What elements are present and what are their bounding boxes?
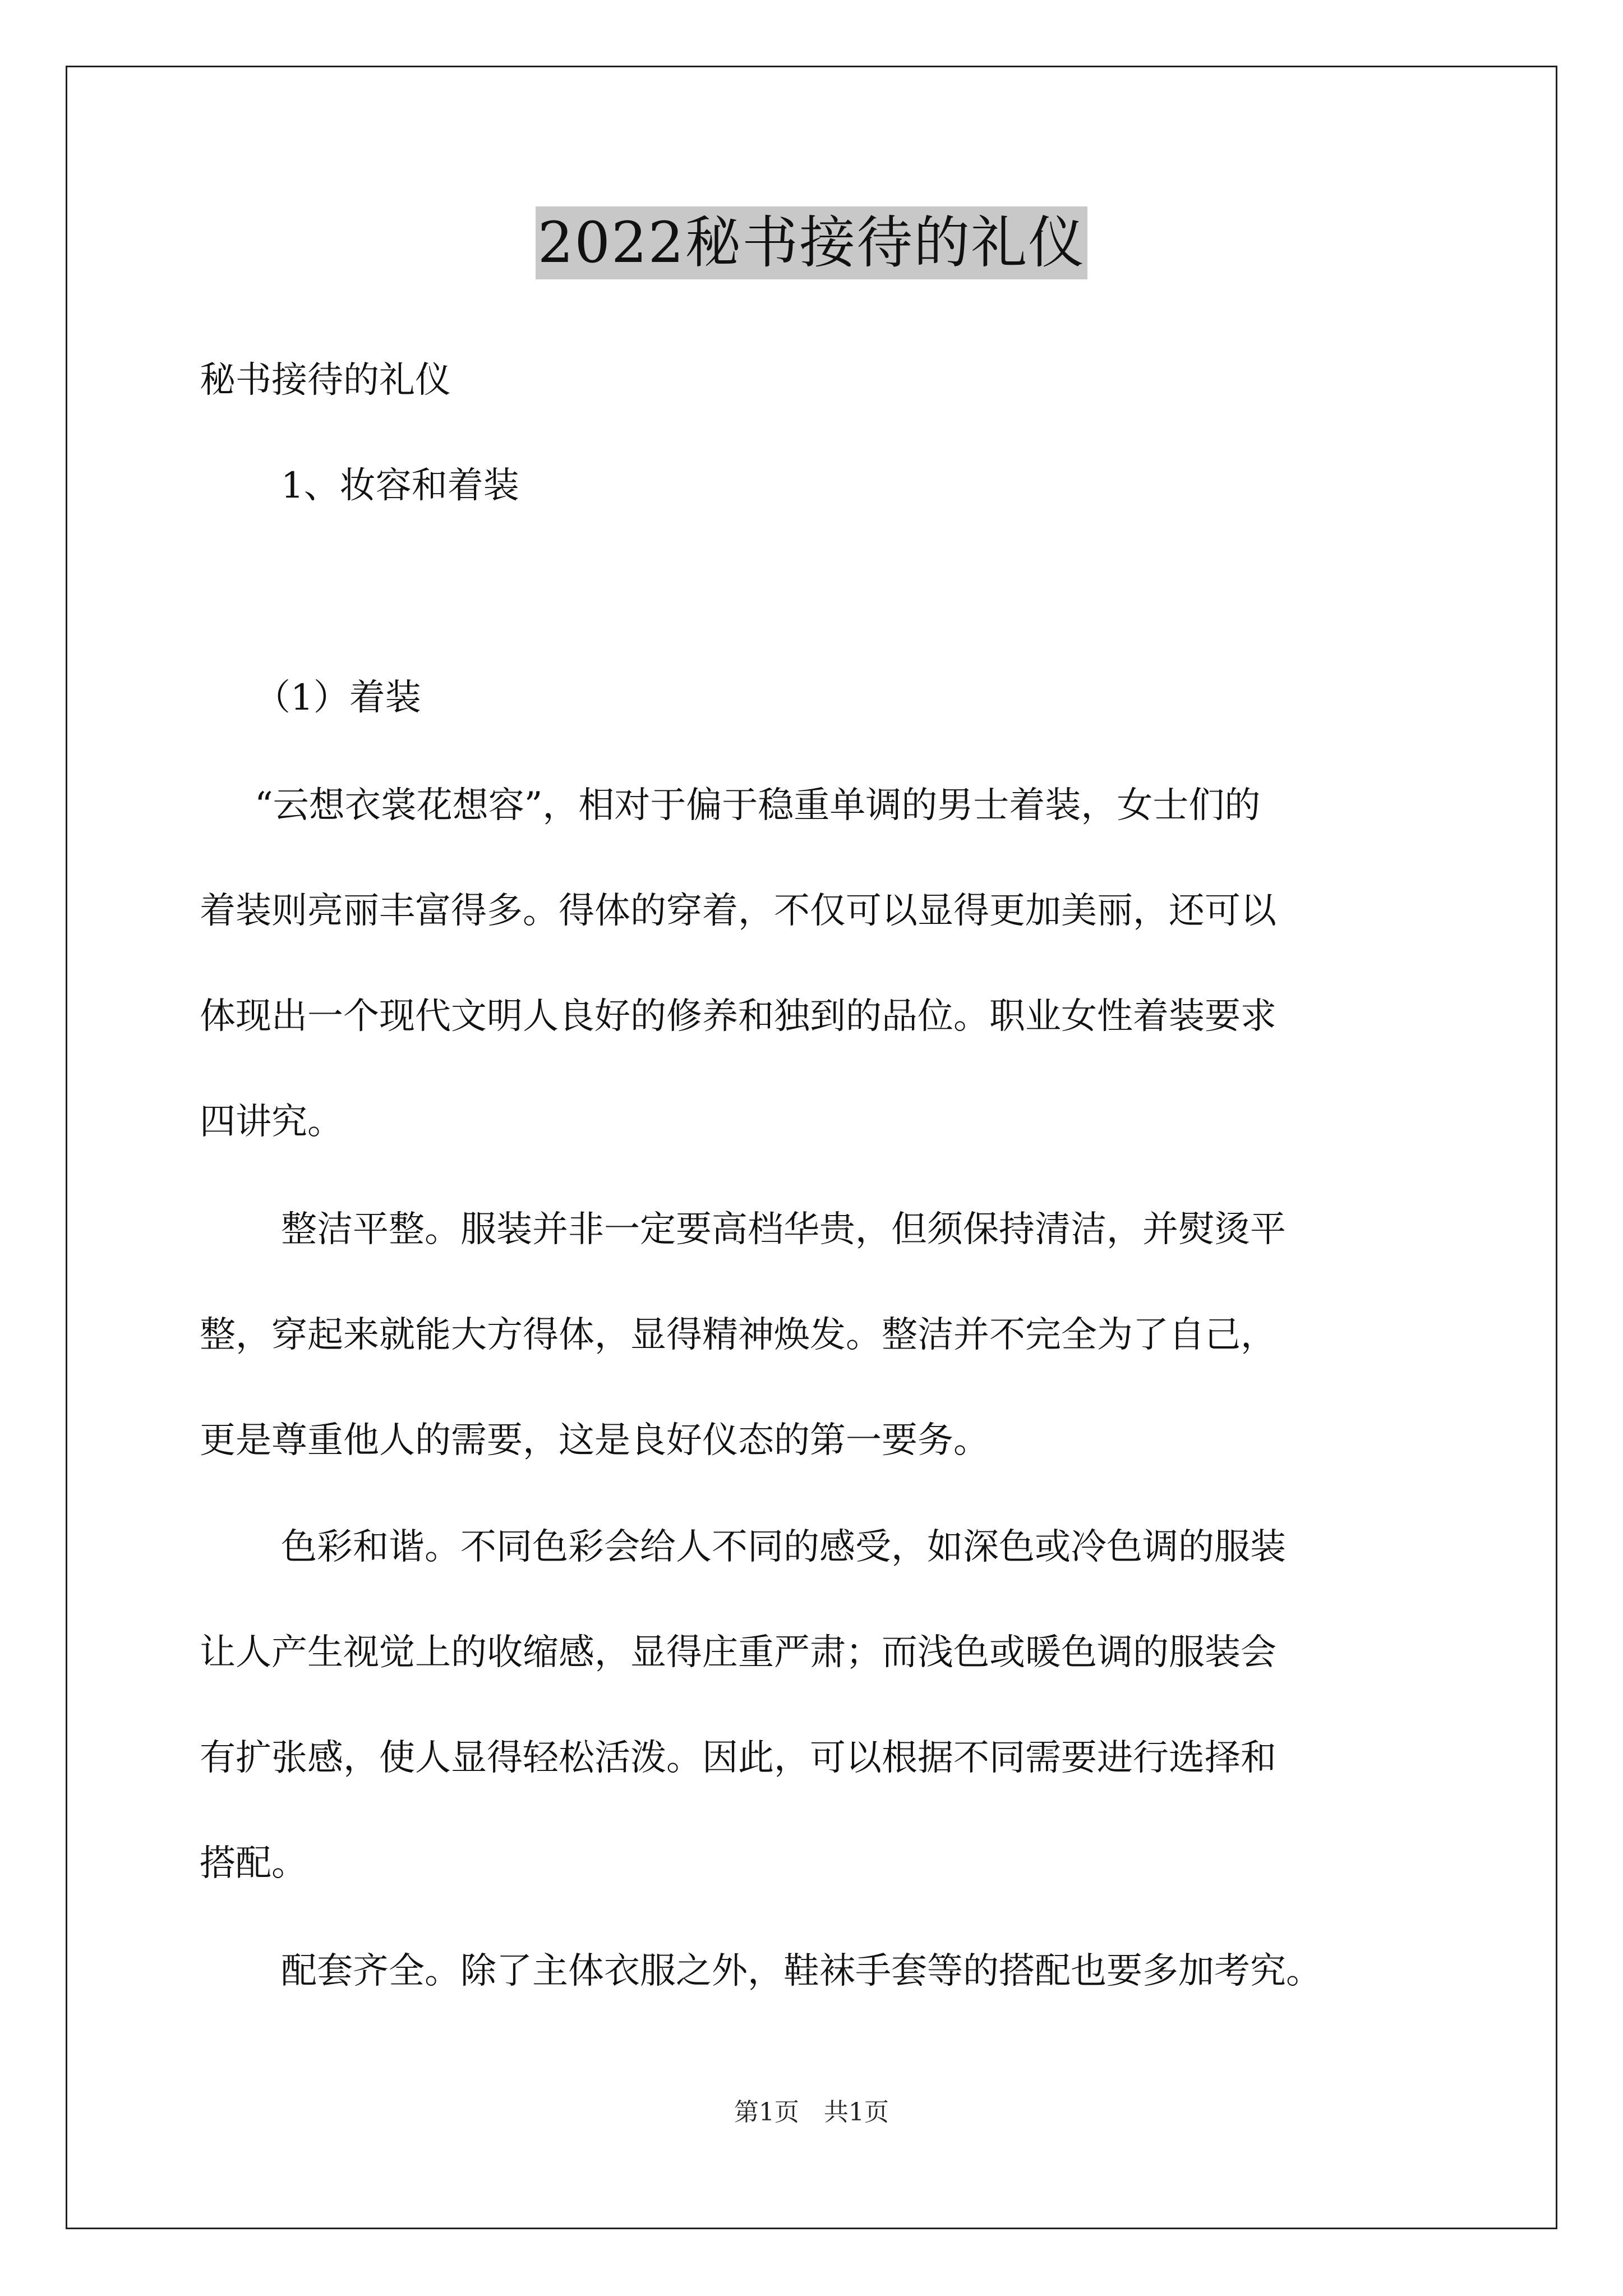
paragraph-line: 色彩和谐。不同色彩会给人不同的感受，如深色或冷色调的服装 [281,1526,1286,1568]
paragraph-line: 体现出一个现代文明人良好的修养和独到的品位。职业女性着装要求 [200,996,1276,1037]
document-subtitle: 秘书接待的礼仪 [200,360,451,401]
paragraph-line: 整洁平整。服装并非一定要高档华贵，但须保持清洁，并熨烫平 [281,1209,1286,1250]
paragraph-line: 四讲究。 [200,1101,343,1143]
section-heading: 1、妆容和着装 [281,465,519,507]
paragraph-line: “云想衣裳花想容”，相对于偏于稳重单调的男士着装，女士们的 [255,785,1261,826]
title-container [0,206,1623,279]
paragraph-line: 整，穿起来就能大方得体，显得精神焕发。整洁并不完全为了自己， [200,1314,1276,1356]
paragraph-line: 搭配。 [200,1843,307,1884]
paragraph-line: 着装则亮丽丰富得多。得体的穿着，不仅可以显得更加美丽，还可以 [200,890,1276,932]
document-title: 2022秘书接待的礼仪 [536,206,1088,279]
page-footer: 第1页 共1页 [734,2098,889,2127]
paragraph-line: 配套齐全。除了主体衣服之外，鞋袜手套等的搭配也要多加考究。 [281,1950,1322,1992]
subsection-heading: （1）着装 [255,677,421,719]
paragraph-line: 更是尊重他人的需要，这是良好仪态的第一要务。 [200,1420,989,1461]
paragraph-line: 有扩张感，使人显得轻松活泼。因此，可以根据不同需要进行选择和 [200,1737,1276,1779]
paragraph-line: 让人产生视觉上的收缩感，显得庄重严肃；而浅色或暖色调的服装会 [200,1632,1276,1673]
